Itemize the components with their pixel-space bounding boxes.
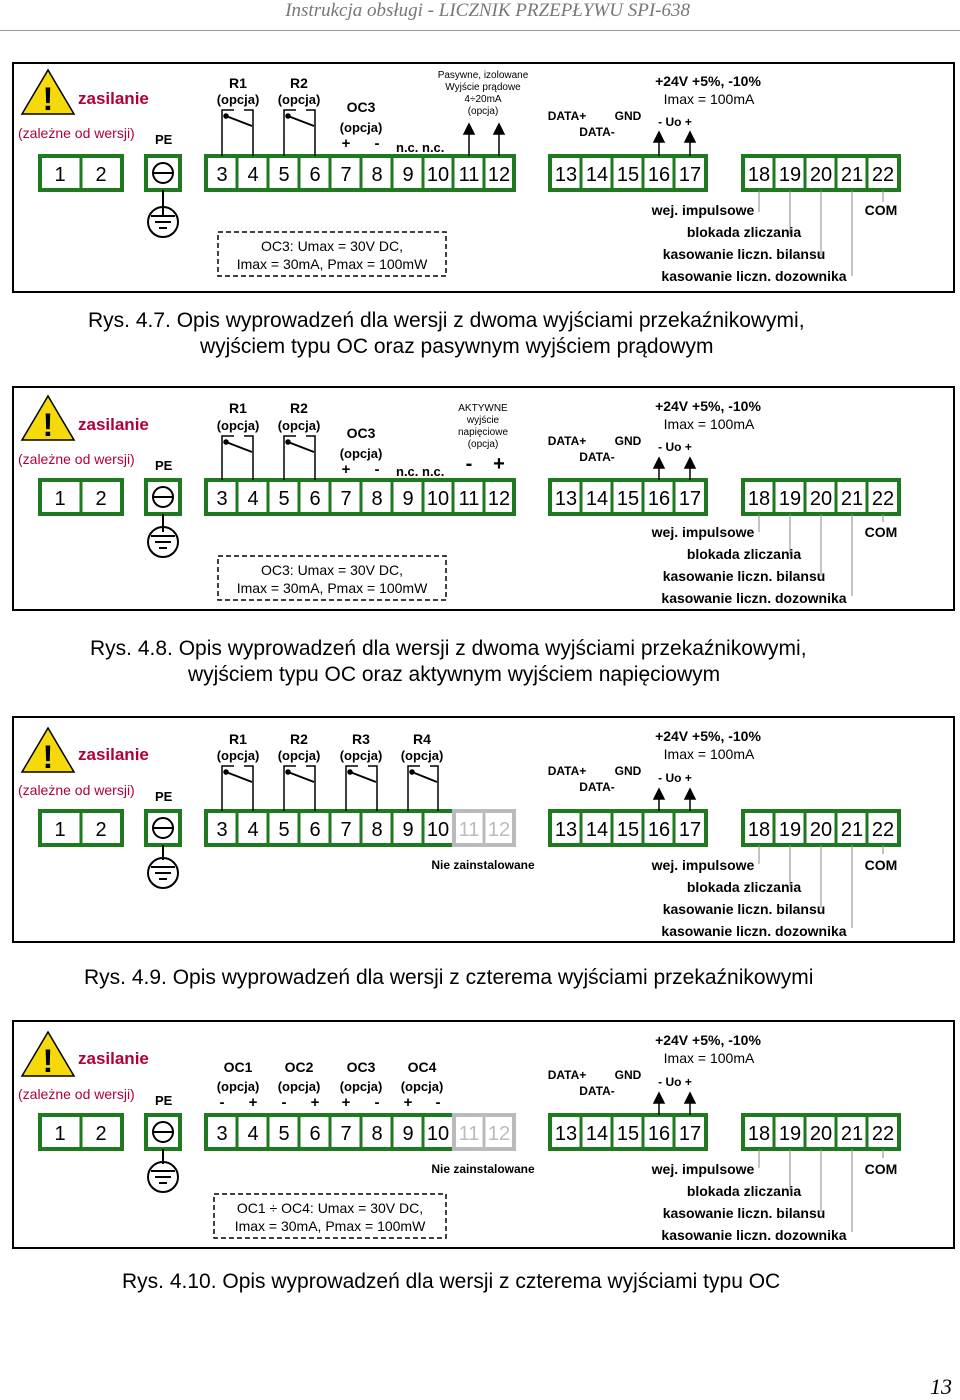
supply-imax-label: Imax = 100mA [663, 91, 755, 107]
terminal-block-11-12-unused [454, 1115, 514, 1149]
svg-text:!: ! [42, 1043, 54, 1079]
gnd-label: GND [614, 1068, 642, 1082]
diagram-svg [12, 62, 956, 294]
oc1-minus: - [219, 1094, 225, 1111]
r2-label: R2 [290, 75, 308, 91]
diagram-svg [12, 386, 956, 612]
terminal-3: 3 [216, 1123, 228, 1145]
diagram-svg [12, 1020, 956, 1250]
com-label: COM [864, 524, 898, 540]
terminal-7: 7 [340, 164, 352, 186]
terminal-12: 12 [487, 1123, 511, 1145]
oc1-option: (opcja) [216, 1079, 260, 1094]
terminal-3: 3 [216, 164, 228, 186]
terminal-block-1-2 [40, 811, 122, 845]
caption-4-9 [84, 965, 813, 991]
uo-label: - Uo + [658, 115, 692, 129]
terminal-5: 5 [278, 819, 290, 841]
r4-option: (opcja) [400, 748, 444, 763]
terminal-15: 15 [616, 164, 640, 186]
r1-label: R1 [229, 400, 247, 416]
input-reset-dose-label: kasowanie liczn. dozownika [661, 1227, 847, 1243]
terminal-block-13-17 [550, 480, 706, 514]
voltage-out-line-3: napięciowe [457, 427, 509, 438]
terminal-7: 7 [340, 819, 352, 841]
voltage-out-line-4: (opcja) [467, 439, 499, 450]
oc4-option: (opcja) [400, 1079, 444, 1094]
terminal-8: 8 [371, 164, 383, 186]
terminal-17: 17 [678, 488, 702, 510]
terminal-block-13-17 [550, 156, 706, 190]
r1-label: R1 [229, 731, 247, 747]
terminal-13: 13 [554, 819, 578, 841]
supply-24v-label: +24V +5%, -10% [655, 398, 761, 414]
supply-24v-label: +24V +5%, -10% [655, 73, 761, 89]
oc1-label: OC1 [223, 1059, 253, 1075]
terminal-block-13-17 [550, 811, 706, 845]
r2-label: R2 [290, 731, 308, 747]
terminal-4: 4 [247, 1123, 259, 1145]
uo-label: - Uo + [658, 1075, 692, 1089]
supply-imax-label: Imax = 100mA [663, 746, 755, 762]
terminal-6: 6 [309, 819, 321, 841]
pe-terminal [146, 156, 180, 190]
terminal-19: 19 [778, 819, 802, 841]
voltage-out-plus: + [493, 453, 505, 475]
terminal-21: 21 [840, 1123, 864, 1145]
caption-4-10 [122, 1269, 780, 1295]
terminal-1: 1 [54, 164, 66, 186]
supply-label: zasilanie [78, 745, 149, 764]
terminal-6: 6 [309, 488, 321, 510]
terminal-16: 16 [647, 164, 671, 186]
terminal-11: 11 [458, 164, 480, 186]
pe-terminal [146, 480, 180, 514]
terminal-20: 20 [809, 819, 833, 841]
supply-note: (zależne od wersji) [18, 782, 135, 798]
input-reset-dose-label: kasowanie liczn. dozownika [661, 590, 847, 606]
terminal-8: 8 [371, 488, 383, 510]
r2-label: R2 [290, 400, 308, 416]
terminal-14: 14 [585, 819, 609, 841]
current-out-line-3: 4÷20mA [464, 94, 502, 105]
r3-option: (opcja) [339, 748, 383, 763]
pe-terminal [146, 811, 180, 845]
wiring-diagram-4-9 [12, 716, 956, 944]
terminal-1: 1 [54, 488, 66, 510]
oc2-plus: + [310, 1094, 320, 1111]
caption-4-7 [88, 308, 805, 360]
terminal-15: 15 [616, 1123, 640, 1145]
oc3-label: OC3 [346, 99, 376, 115]
not-installed-label: Nie zainstalowane [431, 1162, 535, 1176]
oc3-minus: - [374, 135, 380, 152]
svg-text:!: ! [42, 81, 54, 117]
oc1-plus: + [248, 1094, 258, 1111]
terminal-1: 1 [54, 1123, 66, 1145]
supply-24v-label: +24V +5%, -10% [655, 728, 761, 744]
input-reset-balance-label: kasowanie liczn. bilansu [662, 901, 826, 917]
terminal-2: 2 [95, 819, 107, 841]
caption-line-1: Rys. 4.8. Opis wyprowadzeń dla wersji z dwoma wyjściami przekaźnikowymi, [90, 637, 807, 660]
uo-label: - Uo + [658, 771, 692, 785]
r3-label: R3 [352, 731, 370, 747]
oc3-option: (opcja) [339, 120, 383, 135]
data-minus-label: DATA- [579, 125, 615, 139]
oc-note-line-2: Imax = 30mA, Pmax = 100mW [236, 580, 428, 596]
terminal-4: 4 [247, 488, 259, 510]
input-impulse-label: wej. impulsowe [651, 524, 755, 540]
terminal-4: 4 [247, 164, 259, 186]
pe-label: PE [155, 1093, 173, 1108]
pe-label: PE [155, 132, 173, 147]
input-reset-dose-label: kasowanie liczn. dozownika [661, 923, 847, 939]
pe-label: PE [155, 458, 173, 473]
terminal-12: 12 [487, 819, 511, 841]
supply-label: zasilanie [78, 1049, 149, 1068]
terminal-2: 2 [95, 488, 107, 510]
oc2-option: (opcja) [277, 1079, 321, 1094]
input-block-label: blokada zliczania [686, 546, 802, 562]
wiring-diagram-4-8 [12, 386, 956, 612]
terminal-12: 12 [487, 164, 511, 186]
terminal-block-18-22 [743, 811, 899, 845]
r1-option: (opcja) [216, 748, 260, 763]
terminal-17: 17 [678, 1123, 702, 1145]
terminal-14: 14 [585, 488, 609, 510]
terminal-14: 14 [585, 164, 609, 186]
caption-line-2: wyjściem typu OC oraz pasywnym wyjściem prądowym [200, 335, 714, 358]
input-impulse-label: wej. impulsowe [651, 1161, 755, 1177]
input-impulse-label: wej. impulsowe [651, 857, 755, 873]
terminal-11: 11 [458, 488, 480, 510]
r2-option: (opcja) [277, 418, 321, 433]
caption-line-1: Rys. 4.7. Opis wyprowadzeń dla wersji z dwoma wyjściami przekaźnikowymi, [88, 309, 805, 332]
terminal-4: 4 [247, 819, 259, 841]
terminal-15: 15 [616, 819, 640, 841]
terminal-22: 22 [871, 1123, 895, 1145]
terminal-9: 9 [402, 1123, 414, 1145]
terminal-7: 7 [340, 488, 352, 510]
current-out-line-1: Pasywne, izolowane [437, 70, 529, 81]
current-out-line-4: (opcja) [467, 106, 499, 117]
document-title: Instrukcja obsługi - LICZNIK PRZEPŁYWU SPI-638 [285, 0, 690, 21]
terminal-17: 17 [678, 164, 702, 186]
oc3-option: (opcja) [339, 446, 383, 461]
oc4-label: OC4 [407, 1059, 437, 1075]
data-plus-label: DATA+ [547, 1068, 587, 1082]
input-impulse-label: wej. impulsowe [651, 202, 755, 218]
terminal-8: 8 [371, 1123, 383, 1145]
terminal-20: 20 [809, 1123, 833, 1145]
terminal-20: 20 [809, 488, 833, 510]
terminal-13: 13 [554, 488, 578, 510]
terminal-19: 19 [778, 1123, 802, 1145]
terminal-5: 5 [278, 1123, 290, 1145]
oc4-plus: + [403, 1094, 413, 1111]
terminal-block-3-10 [206, 811, 454, 845]
r2-option: (opcja) [277, 92, 321, 107]
terminal-18: 18 [747, 819, 771, 841]
oc3-label: OC3 [346, 1059, 376, 1075]
terminal-12: 12 [487, 488, 511, 510]
terminal-block-18-22 [743, 1115, 899, 1149]
com-label: COM [864, 202, 898, 218]
terminal-block-18-22 [743, 480, 899, 514]
wiring-diagram-4-10 [12, 1020, 956, 1250]
terminal-10: 10 [426, 488, 450, 510]
terminal-block-13-17 [550, 1115, 706, 1149]
nc-label: n.c. n.c. [396, 140, 445, 155]
supply-note: (zależne od wersji) [18, 125, 135, 141]
terminal-11: 11 [458, 1123, 480, 1145]
terminal-7: 7 [340, 1123, 352, 1145]
terminal-14: 14 [585, 1123, 609, 1145]
terminal-16: 16 [647, 488, 671, 510]
terminal-11: 11 [458, 819, 480, 841]
supply-label: zasilanie [78, 89, 149, 108]
page-number: 13 [930, 1374, 952, 1399]
data-minus-label: DATA- [579, 780, 615, 794]
oc3-minus: - [374, 461, 380, 478]
caption-4-8 [90, 636, 807, 688]
current-out-line-2: Wyjście prądowe [445, 82, 521, 93]
svg-text:!: ! [42, 407, 54, 443]
terminal-22: 22 [871, 164, 895, 186]
terminal-19: 19 [778, 488, 802, 510]
terminal-block-3-10 [206, 1115, 454, 1149]
terminal-21: 21 [840, 488, 864, 510]
oc-note-line-1: OC3: Umax = 30V DC, [261, 562, 403, 578]
terminal-9: 9 [402, 488, 414, 510]
input-block-label: blokada zliczania [686, 224, 802, 240]
oc-note-line-1: OC1 ÷ OC4: Umax = 30V DC, [236, 1200, 424, 1216]
terminal-19: 19 [778, 164, 802, 186]
terminal-1: 1 [54, 819, 66, 841]
terminal-21: 21 [840, 164, 864, 186]
caption-line-1: Rys. 4.10. Opis wyprowadzeń dla wersji z czterema wyjściami typu OC [122, 1270, 781, 1293]
input-reset-dose-label: kasowanie liczn. dozownika [661, 268, 847, 284]
terminal-5: 5 [278, 164, 290, 186]
terminal-9: 9 [402, 819, 414, 841]
terminal-16: 16 [647, 819, 671, 841]
oc3-minus: - [374, 1094, 380, 1111]
terminal-2: 2 [95, 1123, 107, 1145]
terminal-18: 18 [747, 164, 771, 186]
caption-line-1: Rys. 4.9. Opis wyprowadzeń dla wersji z czterema wyjściami przekaźnikowymi [84, 966, 814, 989]
terminal-8: 8 [371, 819, 383, 841]
data-minus-label: DATA- [579, 1084, 615, 1098]
terminal-18: 18 [747, 1123, 771, 1145]
voltage-out-line-1: AKTYWNE [458, 403, 508, 414]
terminal-20: 20 [809, 164, 833, 186]
supply-note: (zależne od wersji) [18, 1086, 135, 1102]
terminal-block-1-2 [40, 156, 122, 190]
input-block-label: blokada zliczania [686, 1183, 802, 1199]
svg-text:!: ! [42, 739, 54, 775]
terminal-16: 16 [647, 1123, 671, 1145]
terminal-21: 21 [840, 819, 864, 841]
terminal-10: 10 [426, 819, 450, 841]
voltage-out-minus: - [465, 453, 473, 475]
diagram-svg [12, 716, 956, 944]
terminal-3: 3 [216, 819, 228, 841]
oc3-option: (opcja) [339, 1079, 383, 1094]
gnd-label: GND [614, 109, 642, 123]
oc3-plus: + [341, 135, 351, 152]
terminal-13: 13 [554, 164, 578, 186]
wiring-diagram-4-7 [12, 62, 956, 294]
oc3-plus: + [341, 1094, 351, 1111]
input-reset-balance-label: kasowanie liczn. bilansu [662, 1205, 826, 1221]
supply-imax-label: Imax = 100mA [663, 1050, 755, 1066]
data-plus-label: DATA+ [547, 434, 587, 448]
input-reset-balance-label: kasowanie liczn. bilansu [662, 568, 826, 584]
terminal-block-1-2 [40, 480, 122, 514]
terminal-22: 22 [871, 488, 895, 510]
pe-label: PE [155, 789, 173, 804]
terminal-block-3-12 [206, 156, 514, 190]
pe-terminal [146, 1115, 180, 1149]
terminal-block-1-2 [40, 1115, 122, 1149]
data-plus-label: DATA+ [547, 109, 587, 123]
com-label: COM [864, 857, 898, 873]
data-minus-label: DATA- [579, 450, 615, 464]
supply-label: zasilanie [78, 415, 149, 434]
data-plus-label: DATA+ [547, 764, 587, 778]
r2-option: (opcja) [277, 748, 321, 763]
oc3-label: OC3 [346, 425, 376, 441]
oc-note-line-1: OC3: Umax = 30V DC, [261, 238, 403, 254]
terminal-10: 10 [426, 1123, 450, 1145]
terminal-5: 5 [278, 488, 290, 510]
oc4-minus: - [435, 1094, 441, 1111]
oc3-plus: + [341, 461, 351, 478]
terminal-block-11-12-unused [454, 811, 514, 845]
terminal-13: 13 [554, 1123, 578, 1145]
terminal-3: 3 [216, 488, 228, 510]
uo-label: - Uo + [658, 440, 692, 454]
supply-note: (zależne od wersji) [18, 451, 135, 467]
r1-option: (opcja) [216, 418, 260, 433]
r1-label: R1 [229, 75, 247, 91]
oc-note-line-2: Imax = 30mA, Pmax = 100mW [234, 1218, 426, 1234]
com-label: COM [864, 1161, 898, 1177]
terminal-15: 15 [616, 488, 640, 510]
gnd-label: GND [614, 434, 642, 448]
terminal-block-18-22 [743, 156, 899, 190]
gnd-label: GND [614, 764, 642, 778]
oc2-label: OC2 [284, 1059, 314, 1075]
input-reset-balance-label: kasowanie liczn. bilansu [662, 246, 826, 262]
nc-label: n.c. n.c. [396, 464, 445, 479]
not-installed-label: Nie zainstalowane [431, 858, 535, 872]
r1-option: (opcja) [216, 92, 260, 107]
supply-24v-label: +24V +5%, -10% [655, 1032, 761, 1048]
r4-label: R4 [413, 731, 431, 747]
terminal-2: 2 [95, 164, 107, 186]
oc-note-line-2: Imax = 30mA, Pmax = 100mW [236, 256, 428, 272]
terminal-9: 9 [402, 164, 414, 186]
page-header [0, 0, 960, 30]
terminal-block-3-12 [206, 480, 514, 514]
terminal-18: 18 [747, 488, 771, 510]
terminal-10: 10 [426, 164, 450, 186]
terminal-6: 6 [309, 1123, 321, 1145]
header-rule [0, 30, 960, 31]
oc2-minus: - [281, 1094, 287, 1111]
terminal-6: 6 [309, 164, 321, 186]
caption-line-2: wyjściem typu OC oraz aktywnym wyjściem napięciowym [188, 663, 721, 686]
terminal-22: 22 [871, 819, 895, 841]
terminal-17: 17 [678, 819, 702, 841]
input-block-label: blokada zliczania [686, 879, 802, 895]
supply-imax-label: Imax = 100mA [663, 416, 755, 432]
voltage-out-line-2: wyjście [466, 415, 500, 426]
